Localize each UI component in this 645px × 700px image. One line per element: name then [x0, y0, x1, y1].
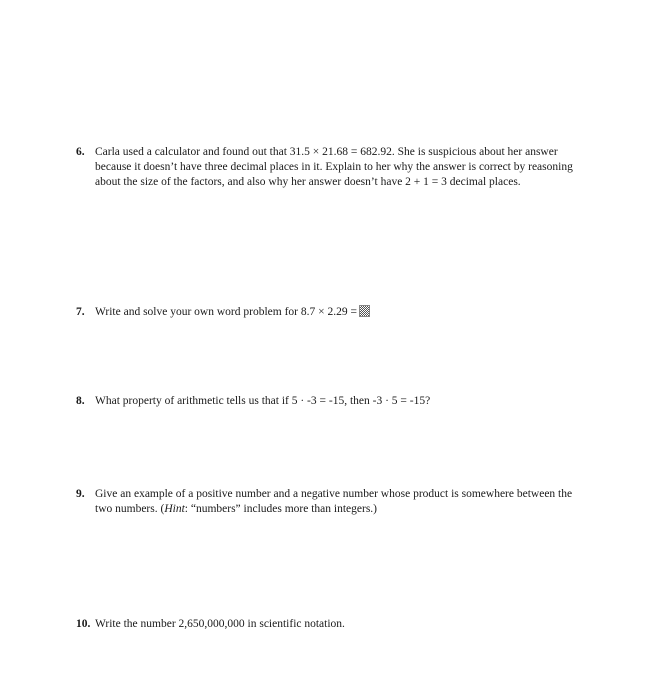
problem-text: Write and solve your own word problem for 8.7 × 2.29 = [95, 306, 357, 318]
problem-8 [76, 394, 576, 409]
problem-7 [76, 305, 576, 320]
problem-number: 7. [76, 306, 85, 318]
problem-10 [76, 617, 576, 632]
problem-text: Give an example of a positive number and a negative number whose product is somewhere between the two numbers. ( [95, 488, 573, 515]
problem-number: 8. [76, 395, 85, 407]
problem-6 [76, 145, 576, 190]
problem-text-wrap [95, 487, 576, 517]
problem-9 [76, 487, 576, 517]
problem-number: 10. [76, 618, 91, 630]
hint-text: : “numbers” includes more than integers.) [184, 503, 378, 515]
answer-blank-box [359, 305, 370, 317]
hint-label: Hint [164, 503, 185, 515]
problem-text: Carla used a calculator and found out that 31.5 × 21.68 = 682.92. She is suspicious about her answer because it doesn’t have three decimal places in it. Explain to her why the answer is correct by reasoning about the size of the factors, and also why her answer doesn’t have 2 + 1 = 3 decimal places. [95, 146, 573, 188]
problem-text: What property of arithmetic tells us that if 5 · -3 = -15, then -3 · 5 = -15? [95, 395, 431, 407]
problem-text: Write the number 2,650,000,000 in scientific notation. [95, 618, 345, 630]
problem-text-wrap [95, 305, 576, 320]
problem-number: 9. [76, 488, 85, 500]
problem-number: 6. [76, 146, 85, 158]
